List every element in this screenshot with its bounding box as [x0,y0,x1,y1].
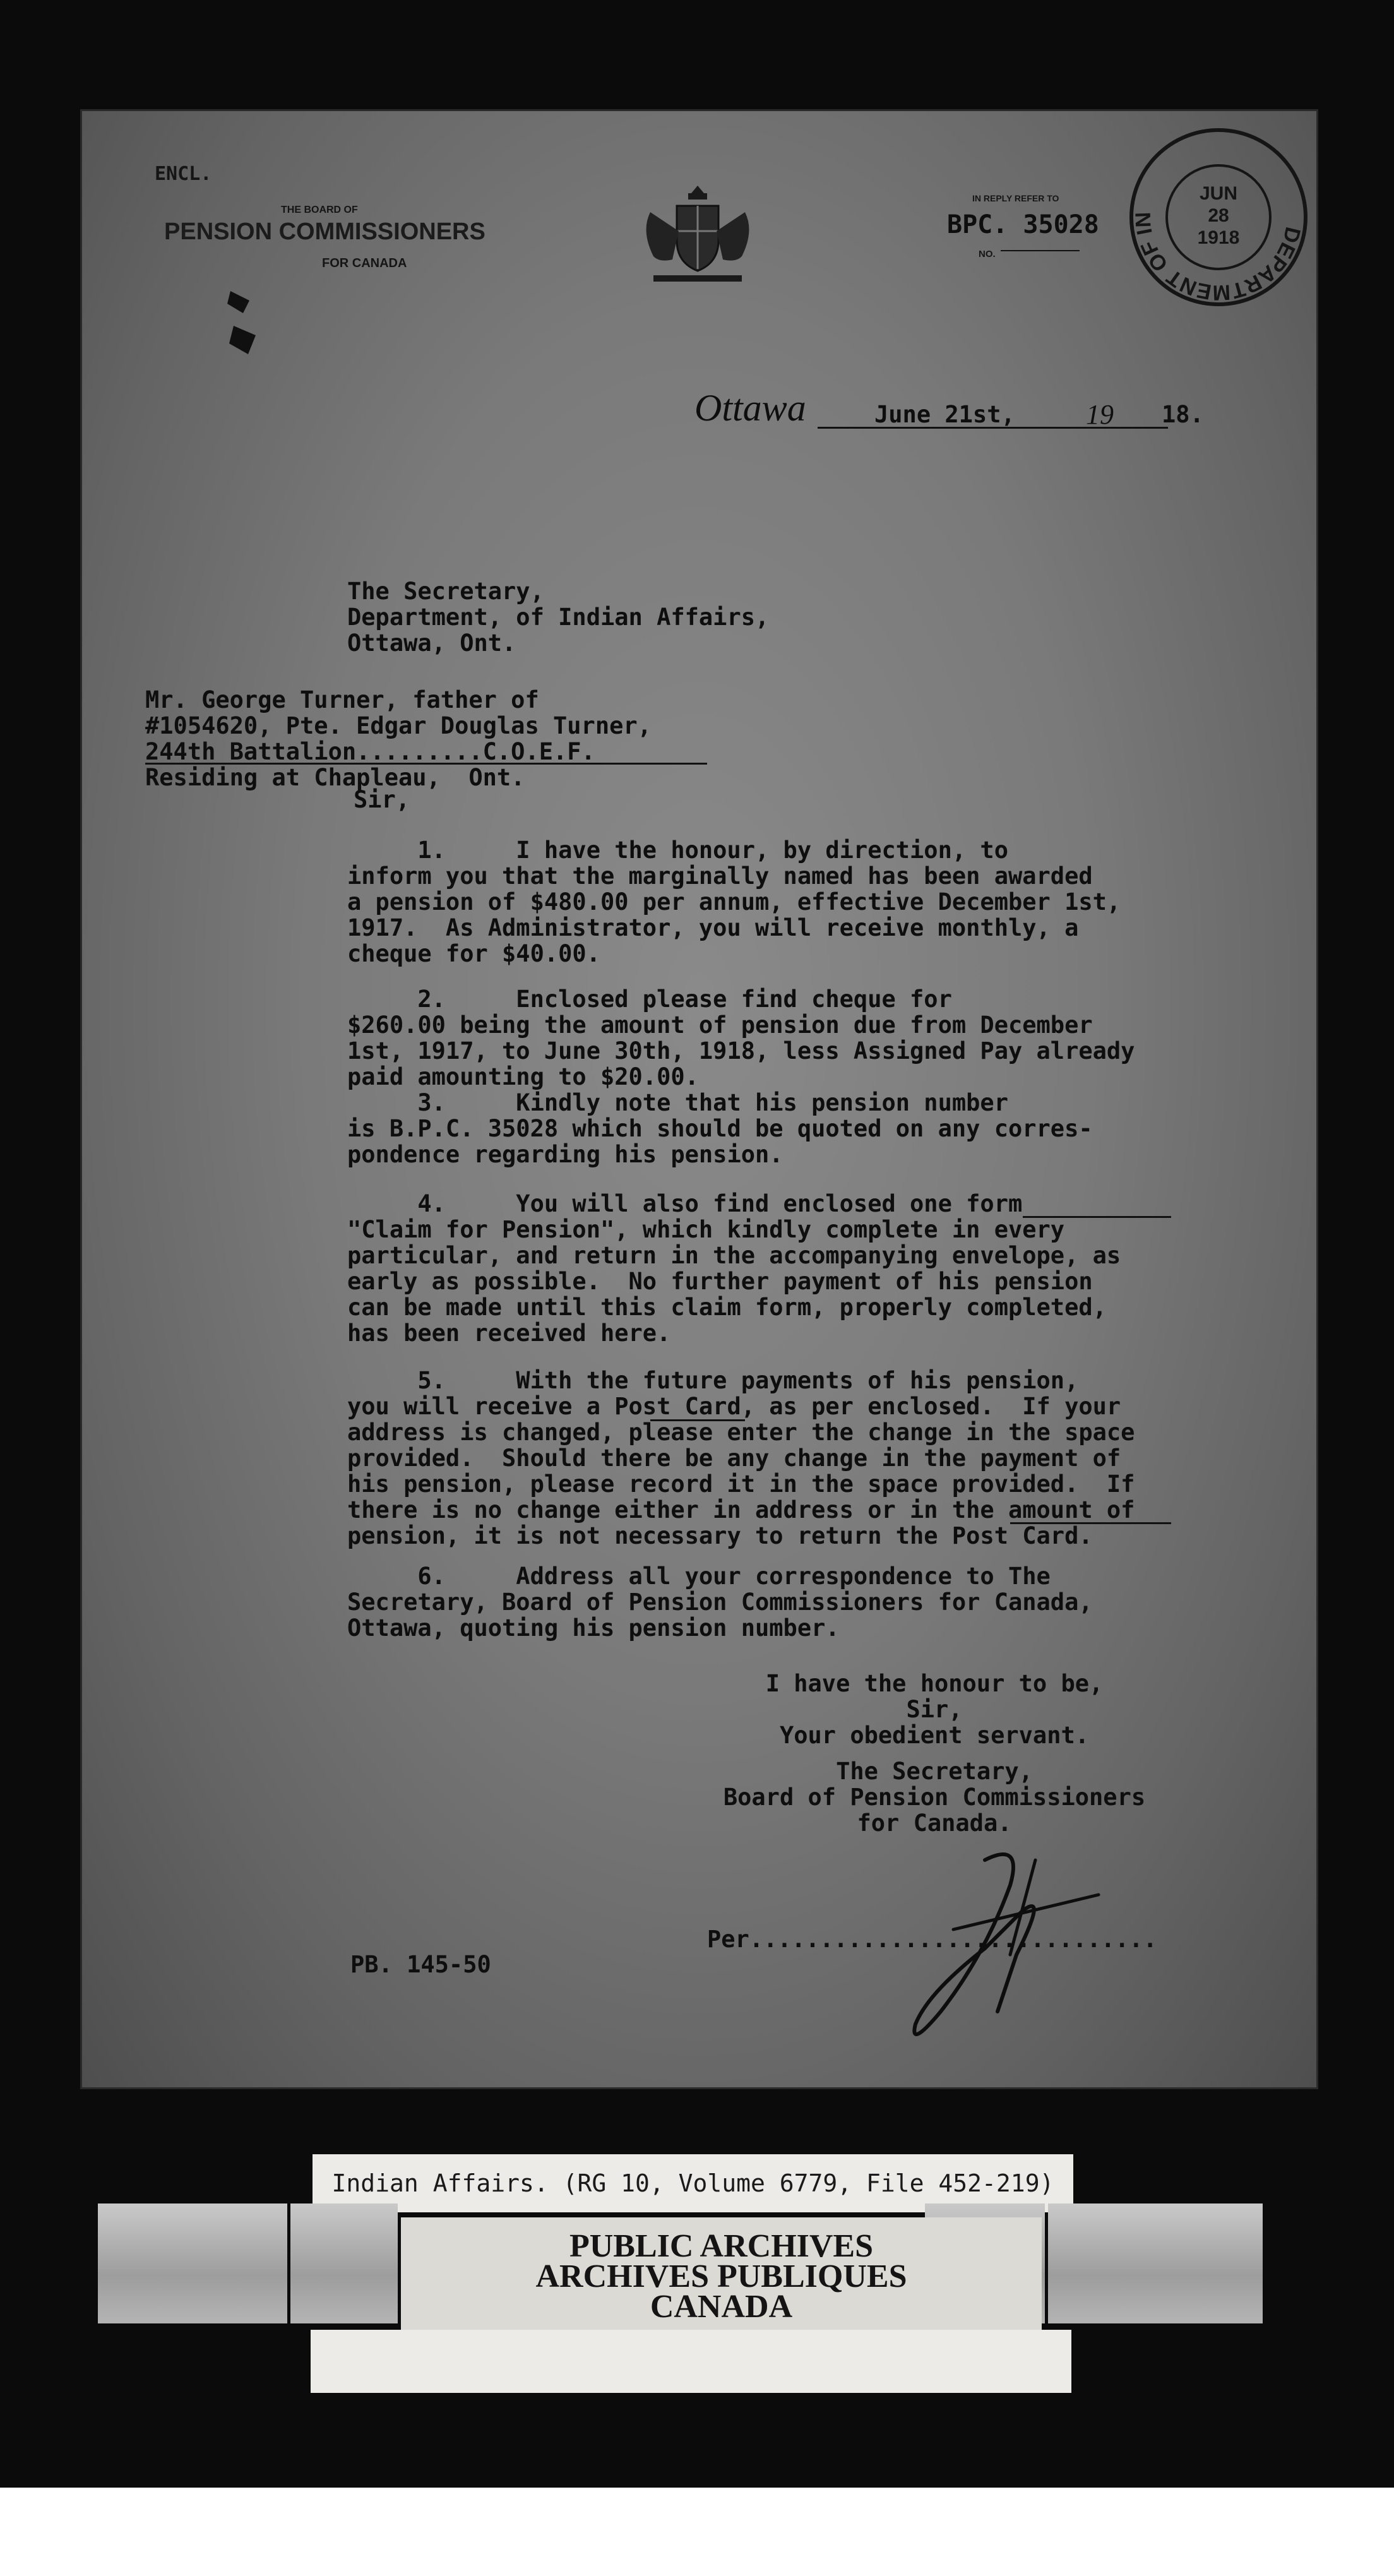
stamp-year: 1918 [1197,227,1240,248]
handwritten-signature [827,1841,1124,2049]
addressee-block [347,578,769,656]
stamp-month: JUN [1199,183,1238,204]
marginal-block [145,687,652,790]
band-tab-left-2 [290,2203,398,2323]
marginal-line: 244th Battalion.........C.O.E.F. [145,738,595,765]
one-form-underline [1023,1216,1171,1218]
paragraph-6: 6. Address all your correspondence to The Secretary, Board of Pension Commissioners for Canada, Ottawa, quoting his pension number. [347,1563,1093,1642]
form-number: PB. 145-50 [350,1951,491,1978]
date-year: 18. [1162,401,1204,428]
reply-caption: IN REPLY REFER TO [972,193,1059,203]
coat-of-arms-icon [631,174,764,294]
addressee-line: The Secretary, [347,578,544,605]
reference-no-label: NO. [979,249,996,259]
public-archives-label [401,2217,1042,2334]
marginal-line: Mr. George Turner, father of [145,686,539,713]
date-place: Ottawa [694,387,806,429]
archives-line-3: CANADA [650,2289,793,2325]
encl-mark: ENCL. [155,163,212,185]
post-card-underline [650,1419,745,1421]
reference-underline [1001,250,1080,251]
closing-line: Board of Pension Commissioners [723,1784,1146,1811]
paragraph-5: 5. With the future payments of his pension, you will receive a Post Card, as per enclosed. If your address is changed, please enter the change in the space provided. Should there be any change in the payment of his pension, please record it in the space provided. If there is no change either in address or in the amount of pension, it is not necessary to return the Post Card. [347,1367,1135,1549]
paragraph-2: 2. Enclosed please find cheque for $260.00 being the amount of pension due from December 1st, 1917, to June 30th, 1918, less Assigned Pay already paid amounting to $20.00. 3. Kindly note that his pension number is B.P.C. 35028 which should be quoted on any corres- pondence regarding his pension. [347,986,1135,1168]
per-signature-line: Per............................. [707,1926,1157,1953]
band-tab-left [98,2203,287,2323]
closing-line: I have the honour to be, [765,1670,1104,1697]
addressee-line: Department, of Indian Affairs, [347,604,770,631]
paragraph-4: 4. You will also find enclosed one form "Claim for Pension", which kindly complete in every particular, and return in the accompanying envelope, as early as possible. No further payment of his pension can be made until this claim form, properly completed, has been received here. [347,1190,1121,1347]
stamp-ring-text: DEPARTMENT OF IN [1131,212,1305,305]
blank-archive-label [311,2330,1071,2393]
closing-line: Your obedient servant. [779,1722,1090,1749]
post-card-underline-2 [1010,1522,1171,1524]
closing-line: The Secretary, [836,1758,1033,1785]
closing-line: Sir, [906,1696,963,1723]
receipt-stamp [1124,122,1313,312]
paragraph-1: 1. I have the honour, by direction, to inform you that the marginally named has been awarded a pension of $480.00 per annum, effective December 1st, 1917. As Administrator, you will receive monthly, a cheque for $40.00. [347,837,1121,967]
letter-page [82,111,1316,2087]
archives-line-1: PUBLIC ARCHIVES [569,2228,874,2264]
date-century: 19 [1086,399,1114,430]
archives-line-2: ARCHIVES PUBLIQUES [535,2258,907,2294]
closing-line: for Canada. [857,1810,1012,1837]
org-name: PENSION COMMISSIONERS [164,218,486,245]
marginal-line: Residing at Chapleau, Ont. [145,764,525,791]
marginal-line: #1054620, Pte. Edgar Douglas Turner, [145,712,652,739]
band-tab-right-2 [1048,2203,1263,2323]
salutation: Sir, [354,786,410,813]
marginal-underline [145,763,707,765]
board-small-caption: THE BOARD OF [281,205,358,215]
date-day: June 21st, [874,401,1015,428]
archive-reference-text: Indian Affairs. (RG 10, Volume 6779, File 452-219) [331,2169,1054,2197]
for-canada-caption: FOR CANADA [322,256,407,270]
reference-number: BPC. 35028 [947,210,1099,239]
stamp-day: 28 [1208,205,1229,226]
page-clip-mark [224,288,262,357]
addressee-line: Ottawa, Ont. [347,629,516,657]
closing-block [650,1671,1218,1836]
